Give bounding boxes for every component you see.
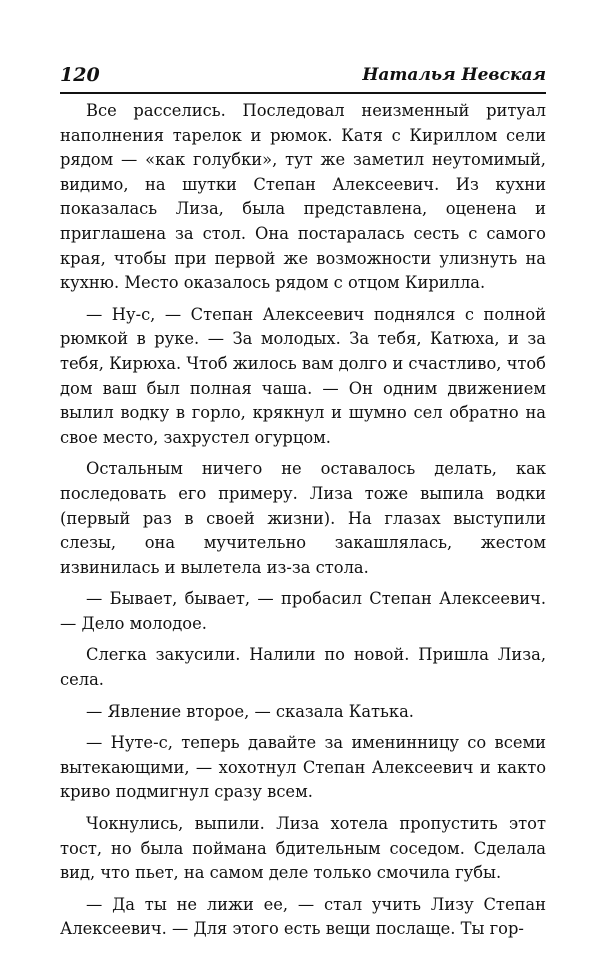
paragraph: — Явление второе, — сказала Катька. [86,701,414,721]
page-header [60,62,546,94]
body-text [60,99,546,949]
paragraph: — Нуте-с, теперь давайте за именинницу со всеми вытекающими, — хохотнул Степан Алексеевич и както криво подмигнул сразу всем. [60,733,546,802]
paragraph: Все расселись. Последовал неизменный ритуал наполнения тарелок и рюмок. Катя с Кириллом сели рядом — «как голубки», тут же заметил неутомимый, видимо, на шутки Степан Алексеевич. Из кухни показалась Лиза, была представлена, оценена и приглашена за стол. Она постаралась сесть с самого края, чтобы при первой же возможности улизнуть на кухню. Место оказалось рядом с отцом Кирилла. [60,101,546,293]
paragraph: Остальным ничего не оставалось делать, как последовать его примеру. Лиза тоже выпила водки (первый раз в своей жизни). На глазах выступили слезы, она мучительно закашлялась, жестом извинилась и вылетела из-за стола. [60,459,546,577]
paragraph: Слегка закусили. Налили по новой. Пришла Лиза, села. [60,645,546,690]
page-number: 120 [60,64,100,86]
paragraph: — Да ты не лижи ее, — стал учить Лизу Степан Алексеевич. — Для этого есть вещи послаще. Ты гор- [60,894,546,939]
paragraph: Чокнулись, выпили. Лиза хотела пропустить этот тост, но была поймана бдительным соседом. Сделала вид, что пьет, на самом деле только смочила губы. [60,814,546,883]
running-title: Наталья Невская [362,65,546,85]
paragraph: — Бывает, бывает, — пробасил Степан Алексеевич. — Дело молодое. [60,589,546,633]
paragraph: — Ну-с, — Степан Алексеевич поднялся с полной рюмкой в руке. — За молодых. За тебя, Катюха, и за тебя, Кирюха. Чтоб жилось вам долго и счастливо, чтоб дом ваш был полная чаша. — Он одним движением вылил водку в горло, крякнул и шумно сел обратно на свое место, захрустел огурцом. [60,304,546,447]
